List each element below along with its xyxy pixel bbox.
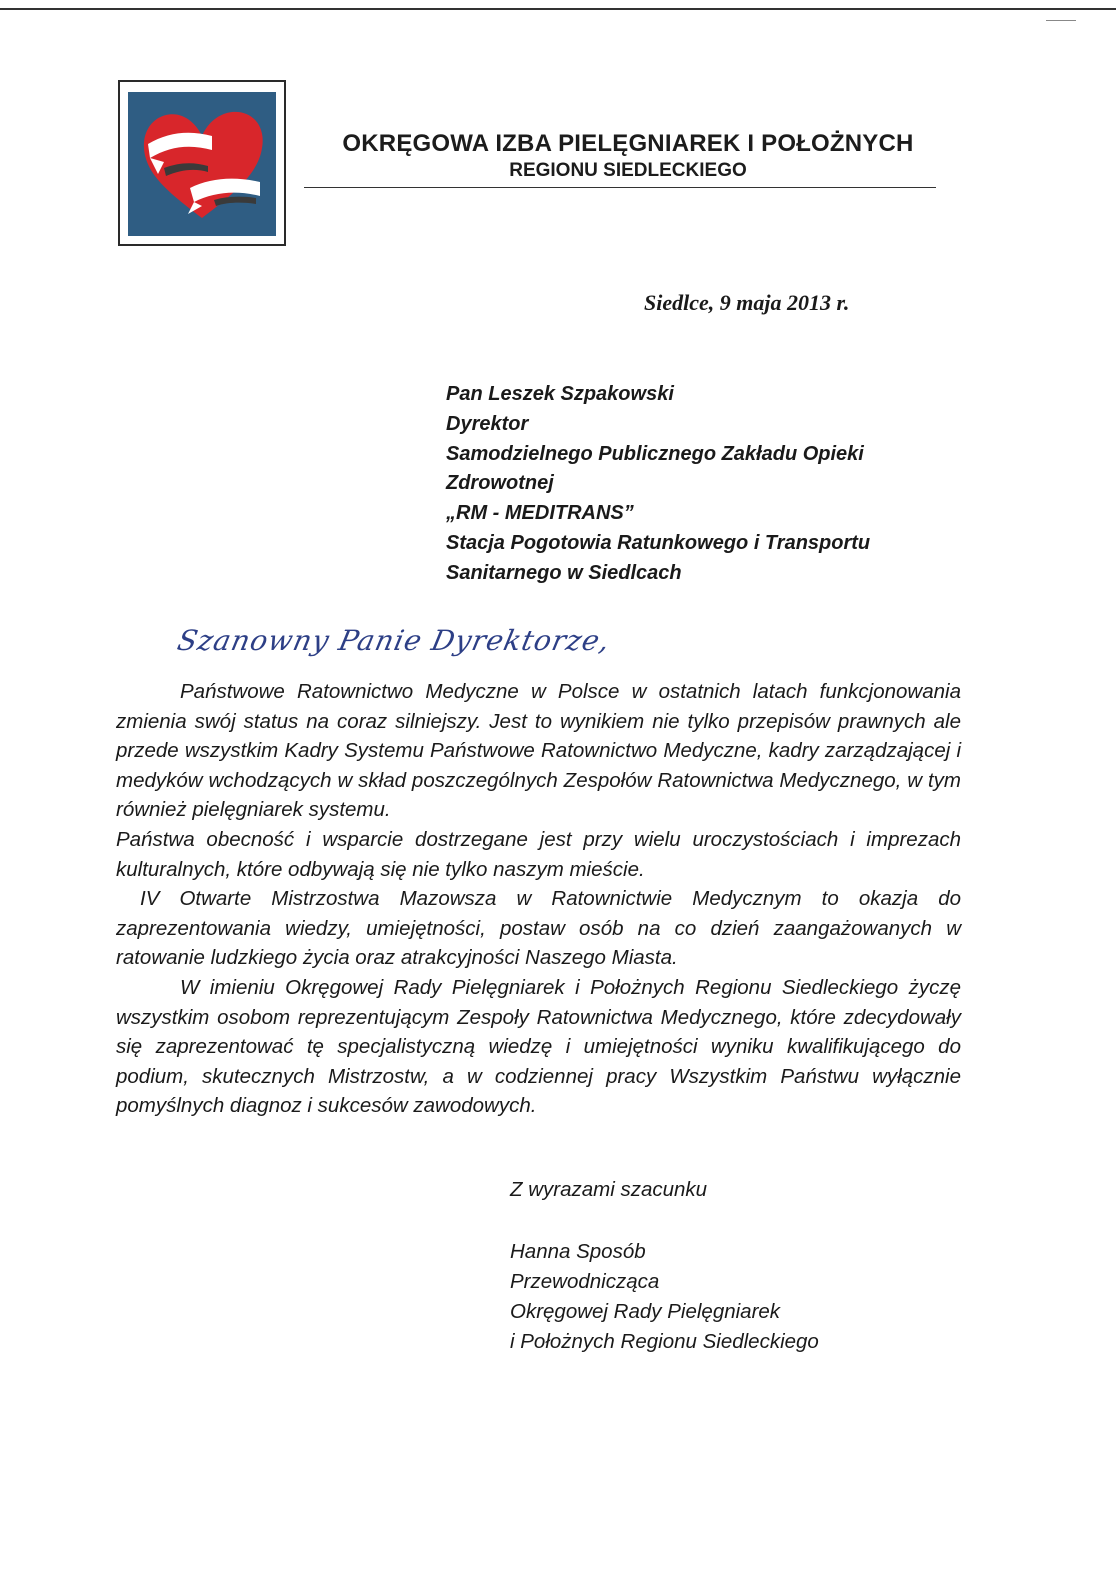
recipient-line: Stacja Pogotowia Ratunkowego i Transportu [446, 531, 871, 554]
recipient-line: Zdrowotnej [446, 472, 554, 495]
recipient-line: Sanitarnego w Siedlcach [446, 561, 682, 584]
page-top-rule [0, 8, 1116, 10]
signatory-org-line: Okręgowej Rady Pielęgniarek [510, 1300, 781, 1323]
signatory-name: Hanna Sposób [510, 1240, 646, 1263]
organization-title: OKRĘGOWA IZBA PIELĘGNIAREK I POŁOŻNYCH [342, 130, 914, 157]
body-paragraph: Państwa obecność i wsparcie dostrzegane jest przy wielu uroczystościach i imprezach kulturalnych, które odbywają się nie tylko naszym mieście. [116, 827, 961, 881]
recipient-title: Dyrektor [446, 412, 529, 435]
handwritten-salutation: Szanowny Panie Dyrektorze, [174, 624, 614, 657]
recipient-line: „RM - MEDITRANS” [446, 502, 634, 525]
organization-subtitle: REGIONU SIEDLECKIEGO [509, 160, 747, 181]
signatory-org-line: i Położnych Regionu Siedleckiego [510, 1330, 819, 1353]
body-paragraph: IV Otwarte Mistrzostwa Mazowsza w Ratownictwie Medycznym to okazja do zaprezentowania wiedzy, umiejętności, postaw osób na co dzień zaangażowanych w ratowanie ludzkiego życia oraz atrakcyjności Naszego Miasta. [116, 887, 961, 970]
organization-logo [118, 80, 286, 246]
body-paragraph: Państwowe Ratownictwo Medyczne w Polsce w ostatnich latach funkcjonowania zmienia swój status na coraz silniejszy. Jest to wynikiem nie tylko przepisów prawnych ale przede wszystkim Kadry Systemu Państwowe Ratownictwo Medyczne, kadry zarządzającej i medyków wchodzących w skład poszczególnych Zespołów Ratownictwa Medycznego, w tym również pielęgniarek systemu. [116, 680, 961, 822]
header-divider [304, 187, 936, 188]
letter-body [116, 677, 961, 1121]
page-corner-mark [1046, 20, 1076, 21]
recipient-block [446, 380, 1006, 589]
body-paragraph: W imieniu Okręgowej Rady Pielęgniarek i Położnych Regionu Siedleckiego życzę wszystkim osobom reprezentującym Zespoły Ratownictwa Medycznego, które zdecydowały się zaprezentować tę specjalistyczną wiedzę i umiejętności wyniku kwalifikującego do podium, skutecznych Mistrzostw, a w codziennej pracy Wszystkim Państwu wyłącznie pomyślnych diagnoz i sukcesów zawodowych. [116, 975, 961, 1118]
signature-block [510, 1237, 819, 1357]
heart-with-banner-logo-icon [128, 92, 276, 236]
recipient-name: Pan Leszek Szpakowski [446, 383, 674, 405]
recipient-line: Samodzielnego Publicznego Zakładu Opieki [446, 442, 864, 465]
letter-date: Siedlce, 9 maja 2013 r. [644, 290, 850, 315]
closing-phrase: Z wyrazami szacunku [510, 1178, 708, 1201]
signatory-title: Przewodnicząca [510, 1270, 660, 1293]
